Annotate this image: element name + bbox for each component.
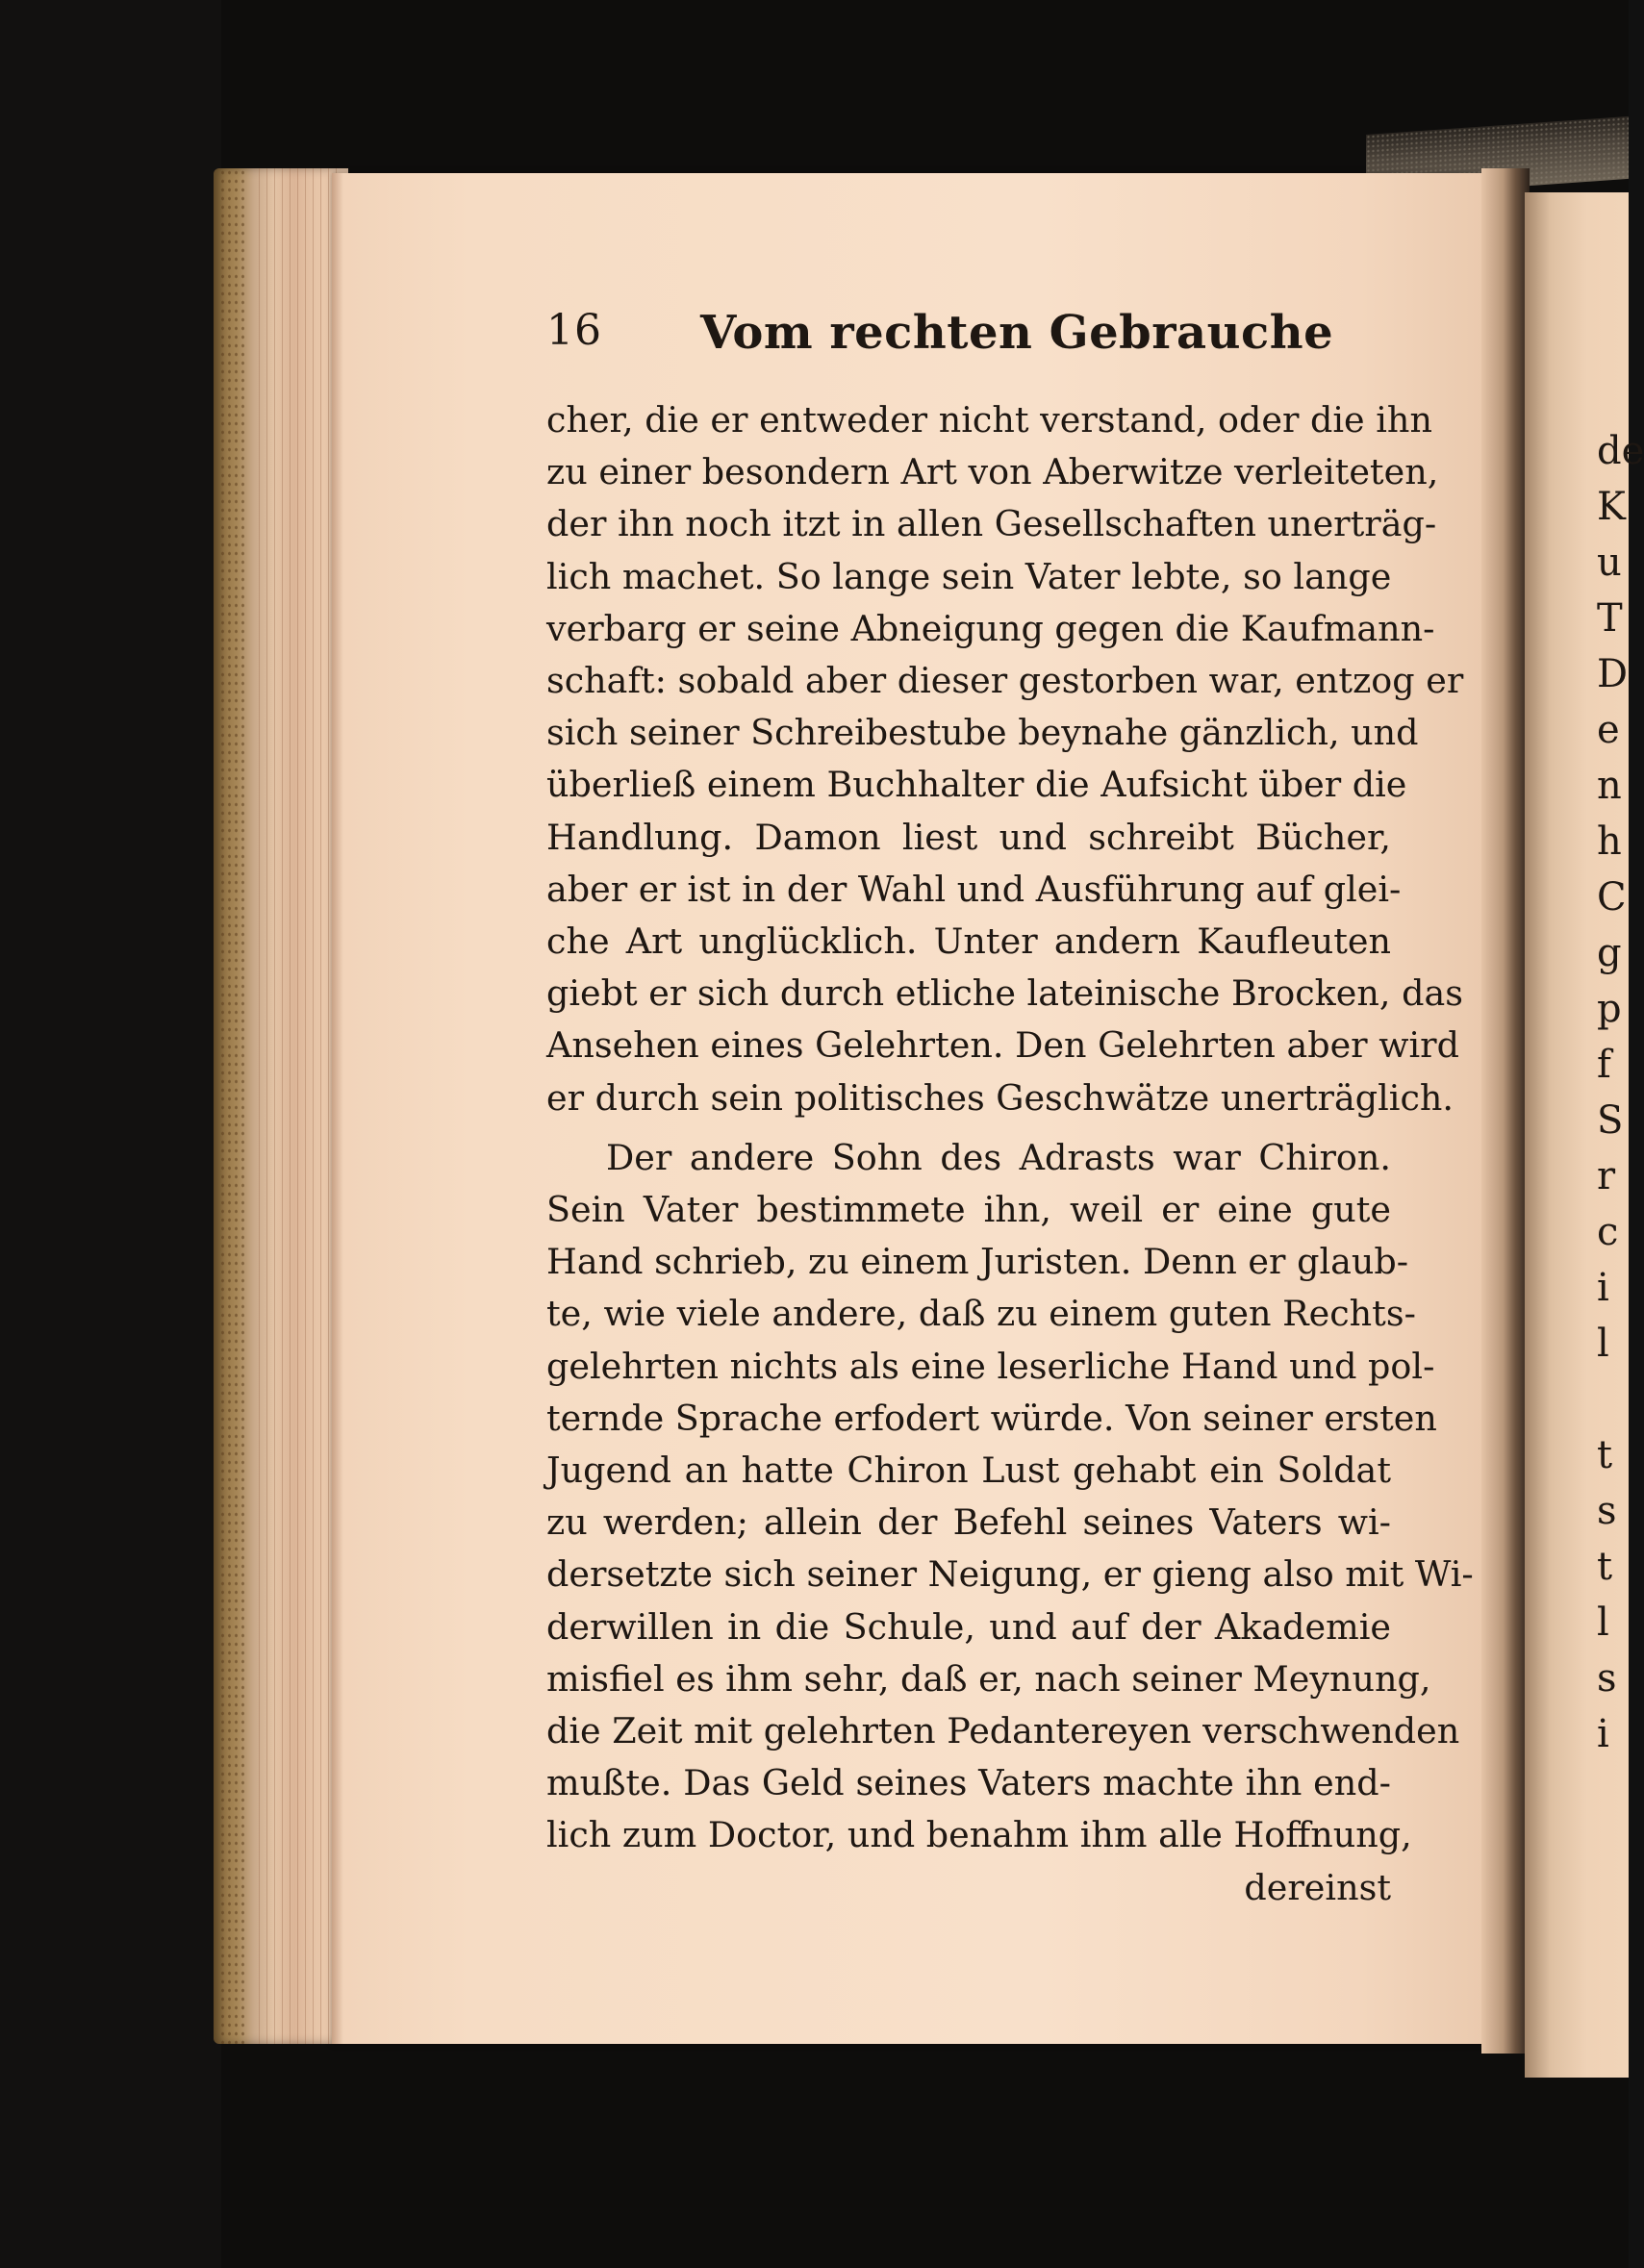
- text-line: zu einer besondern Art von Aberwitze verleiteten,: [546, 451, 1439, 493]
- text-line: te, wie viele andere, daß zu einem guten Rechts-: [546, 1293, 1416, 1335]
- fragment: f: [1597, 1043, 1611, 1087]
- book-gutter: [1481, 168, 1530, 2054]
- page-header: [546, 298, 1412, 375]
- fragment: t: [1597, 1545, 1613, 1589]
- text-line: verbarg er seine Abneigung gegen die Kaufmann-: [546, 607, 1435, 649]
- text-line: misfiel es ihm sehr, daß er, nach seiner Meynung,: [546, 1657, 1431, 1700]
- fragment: i: [1597, 1712, 1609, 1756]
- text-line: Der andere Sohn des Adrasts war Chiron.: [606, 1136, 1391, 1178]
- text-line: er durch sein politisches Geschwätze unerträglich.: [546, 1076, 1454, 1119]
- text-line: die Zeit mit gelehrten Pedantereyen verschwenden: [546, 1710, 1460, 1752]
- text-line: che Art unglücklich. Unter andern Kaufleuten: [546, 920, 1391, 963]
- fragment: S: [1597, 1098, 1624, 1143]
- fragment: C: [1597, 875, 1627, 920]
- fragment: [1597, 1372, 1635, 1427]
- text-line: ternde Sprache erfodert würde. Von seiner ersten: [546, 1397, 1437, 1439]
- fragment: c: [1597, 1210, 1619, 1254]
- text-line: Ansehen eines Gelehrten. Den Gelehrten aber wird: [546, 1024, 1459, 1067]
- text-line: der ihn noch itzt in allen Gesellschaften unerträg-: [546, 503, 1437, 545]
- text-line: mußte. Das Geld seines Vaters machte ihn end-: [546, 1762, 1391, 1804]
- fragment: n: [1597, 764, 1622, 808]
- fragment: l: [1597, 1322, 1609, 1366]
- text-line: überließ einem Buchhalter die Aufsicht über die: [546, 764, 1407, 806]
- fragment: T: [1597, 596, 1623, 641]
- text-line: gelehrten nichts als eine leserliche Hand und pol-: [546, 1345, 1435, 1387]
- dark-background: [0, 0, 221, 2268]
- fragment: D: [1597, 652, 1629, 696]
- text-line: sich seiner Schreibestube beynahe gänzlich, und: [546, 712, 1419, 754]
- fragment: s: [1597, 1489, 1617, 1533]
- catchword: dereinst: [1244, 1866, 1391, 1908]
- fragment: g: [1597, 931, 1622, 975]
- facing-page-fragments: [1597, 423, 1644, 1762]
- text-line: lich zum Doctor, und benahm ihm alle Hoffnung,: [546, 1814, 1412, 1856]
- fragment: i: [1597, 1266, 1609, 1310]
- text-line: cher, die er entweder nicht verstand, oder die ihn: [546, 399, 1432, 441]
- page-edges: [214, 168, 348, 2044]
- fragment: u: [1597, 541, 1622, 585]
- text-line: dersetzte sich seiner Neigung, er gieng also mit Wi-: [546, 1553, 1474, 1596]
- fragment: p: [1597, 987, 1622, 1031]
- page-number: 16: [546, 306, 602, 355]
- fragment: de: [1597, 429, 1644, 473]
- text-line: lich machet. So lange sein Vater lebte, so lange: [546, 555, 1392, 597]
- running-title: Vom rechten Gebrauche: [700, 306, 1334, 360]
- fragment: s: [1597, 1656, 1617, 1701]
- fragment: e: [1597, 708, 1620, 752]
- text-line: aber er ist in der Wahl und Ausführung auf glei-: [546, 868, 1402, 910]
- fragment: t: [1597, 1433, 1613, 1477]
- text-line: giebt er sich durch etliche lateinische Brocken, das: [546, 972, 1463, 1015]
- paragraph-1: [546, 394, 1464, 1124]
- fragment: r: [1597, 1154, 1616, 1198]
- text-line: Jugend an hatte Chiron Lust gehabt ein Soldat: [546, 1449, 1391, 1492]
- text-line: Handlung. Damon liest und schreibt Bücher,: [546, 816, 1391, 858]
- text-line: derwillen in die Schule, und auf der Akademie: [546, 1605, 1391, 1648]
- text-line: Hand schrieb, zu einem Juristen. Denn er glaub-: [546, 1241, 1409, 1283]
- paragraph-2: [546, 1132, 1474, 1862]
- fragment: K: [1597, 485, 1626, 529]
- fragment: l: [1597, 1600, 1609, 1645]
- fragment: h: [1597, 819, 1622, 864]
- page-text-block: [546, 298, 1474, 1914]
- text-line: zu werden; allein der Befehl seines Vaters wi-: [546, 1501, 1391, 1544]
- text-line: Sein Vater bestimmete ihn, weil er eine gute: [546, 1189, 1391, 1231]
- text-line: schaft: sobald aber dieser gestorben war, entzog er: [546, 660, 1464, 702]
